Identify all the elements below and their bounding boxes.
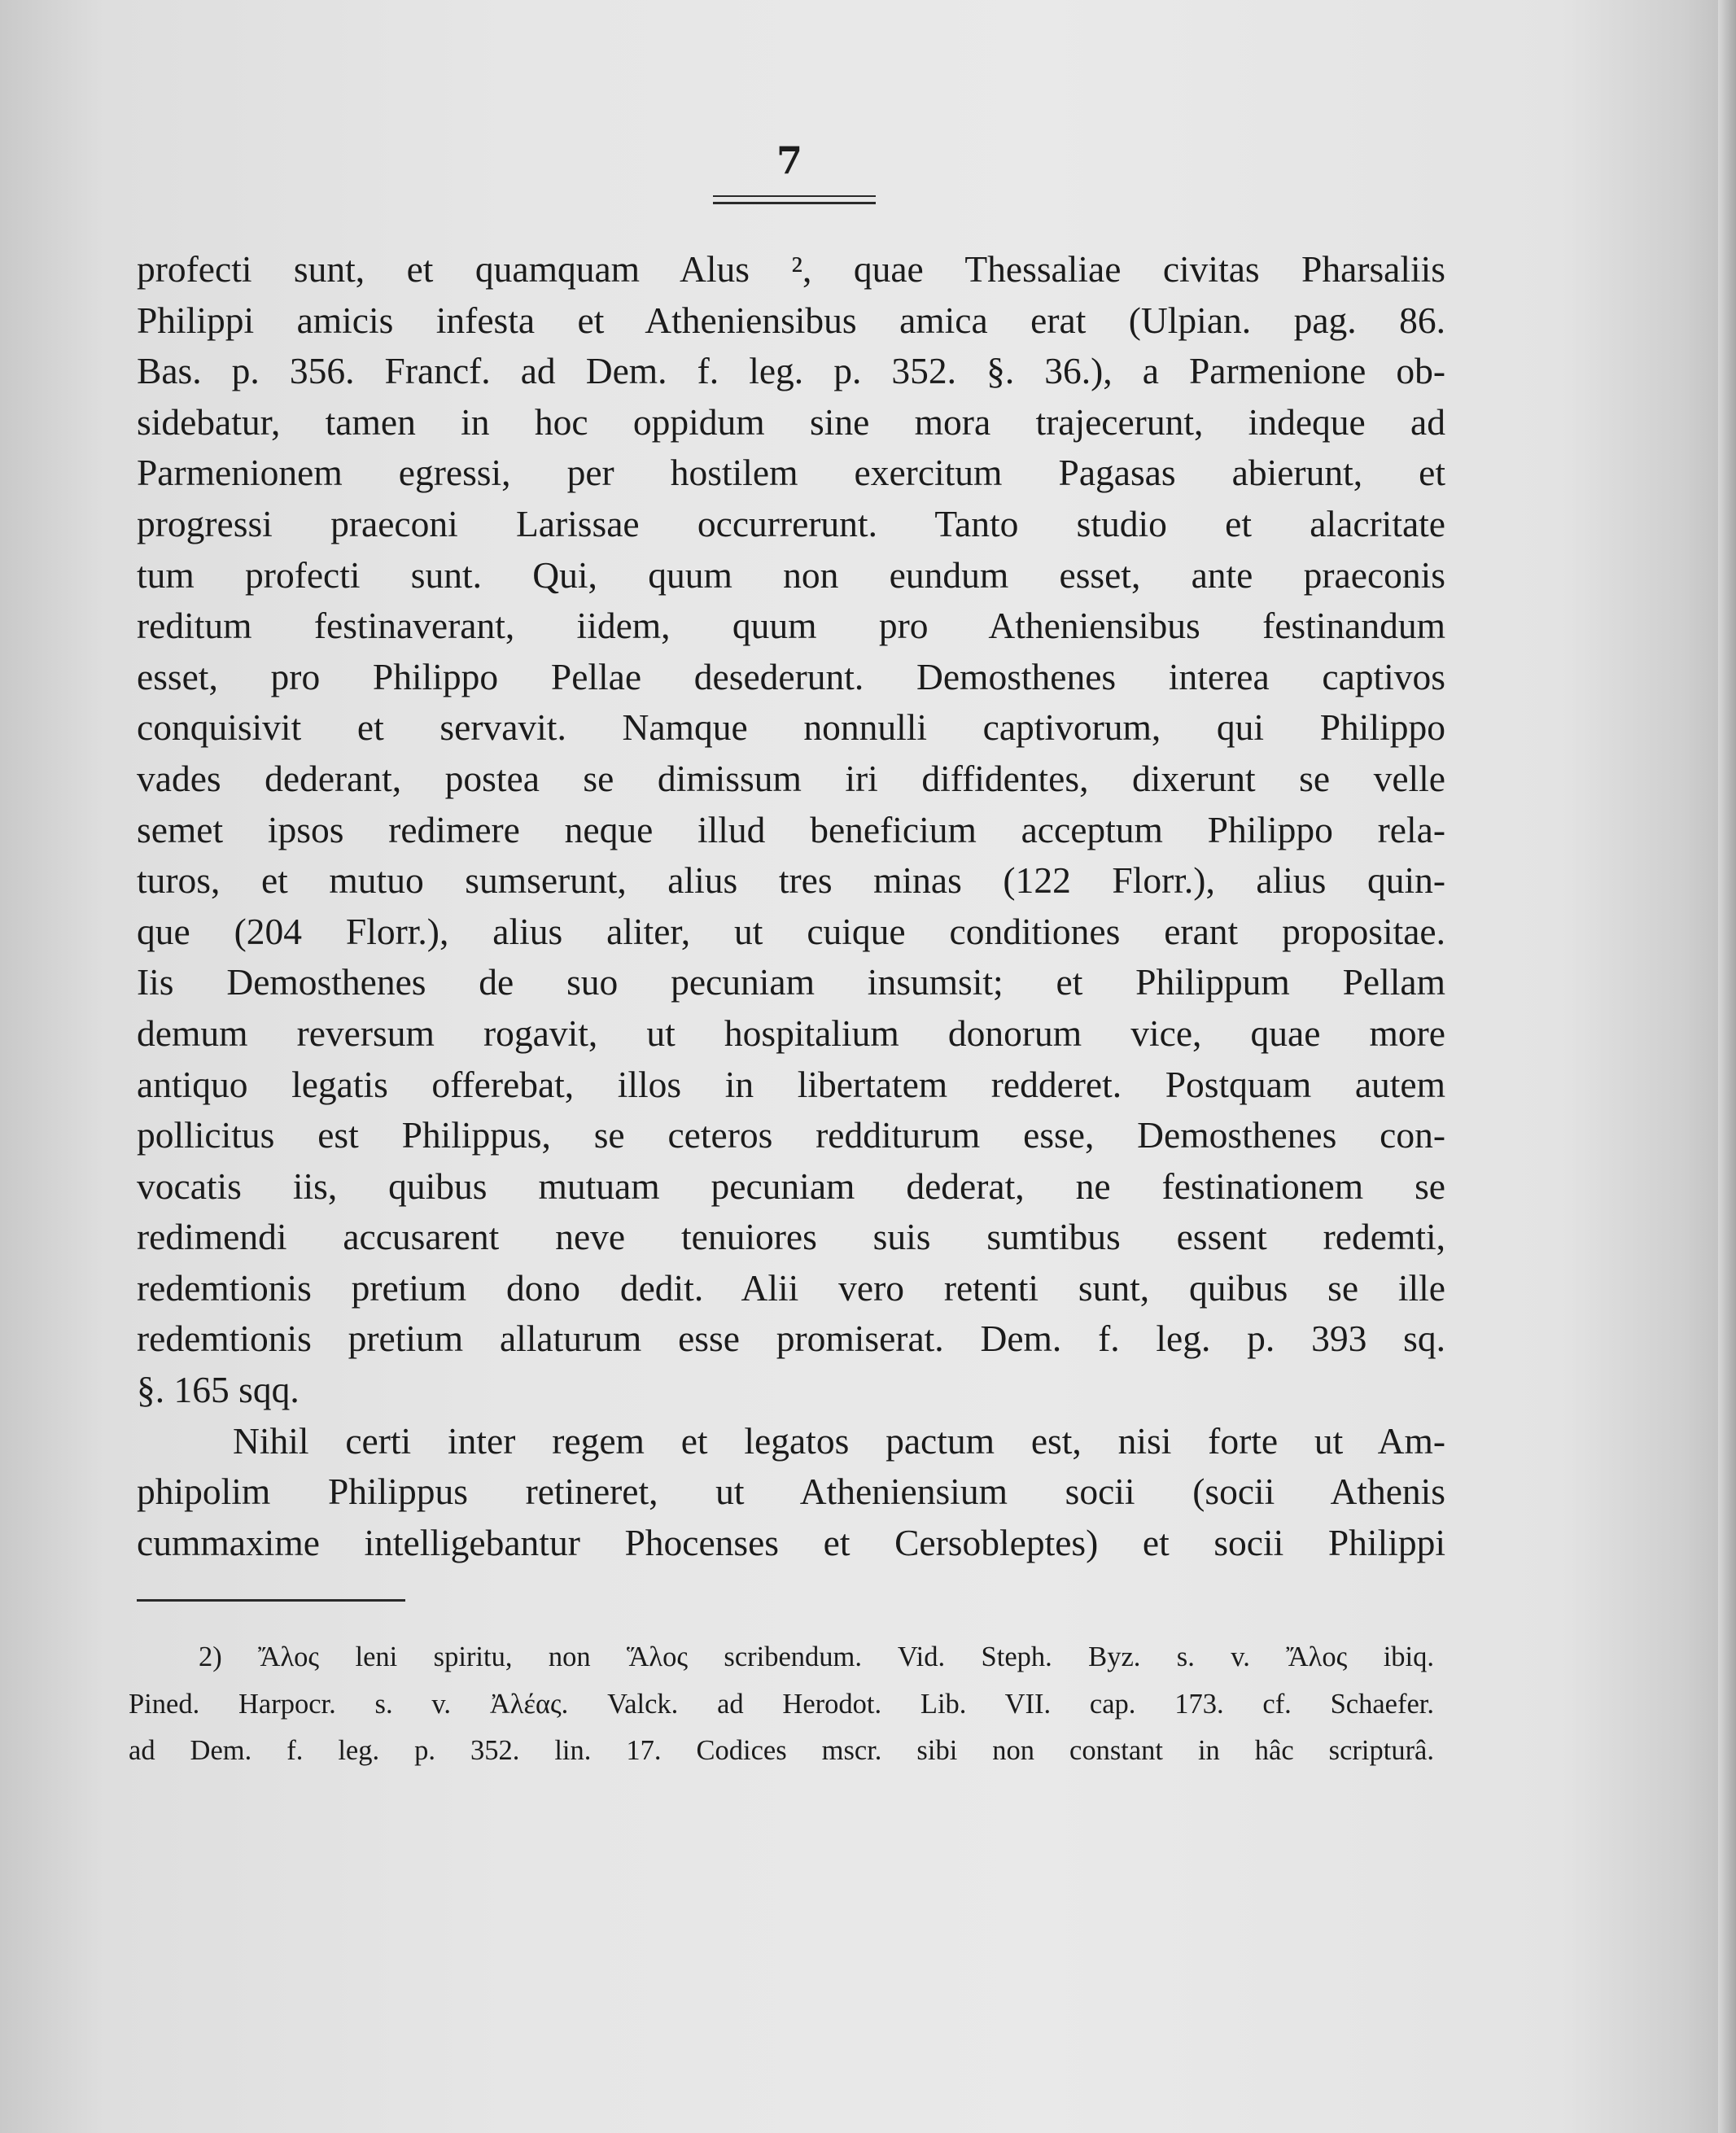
text-line: esset, pro Philippo Pellae desederunt. Demosthenes interea captivos: [137, 655, 1445, 697]
text-line: Parmenionem egressi, per hostilem exercitum Pagasas abierunt, et: [137, 452, 1445, 494]
text-line: redemtionis pretium allaturum esse promiserat. Dem. f. leg. p. 393 sq.: [137, 1318, 1445, 1360]
text-line: progressi praeconi Larissae occurrerunt. Tanto studio et alacritate: [137, 502, 1445, 544]
text-line: vades dederant, postea se dimissum iri diffidentes, dixerunt se velle: [137, 757, 1445, 799]
text-line: tum profecti sunt. Qui, quum non eundum esset, ante praeconis: [137, 553, 1445, 596]
text-line: antiquo legatis offerebat, illos in libertatem redderet. Postquam autem: [137, 1063, 1445, 1105]
text-line: reditum festinaverant, iidem, quum pro Atheniensibus festinandum: [137, 605, 1445, 647]
text-line: profecti sunt, et quamquam Alus ², quae Thessaliae civitas Pharsaliis: [137, 248, 1445, 290]
text-line: pollicitus est Philippus, se ceteros redditurum esse, Demosthenes con-: [137, 1114, 1445, 1156]
footnote-line: Pined. Harpocr. s. v. Ἀλέας. Valck. ad Herodot. Lib. VII. cap. 173. cf. Schaefer.: [129, 1688, 1434, 1720]
text-line: demum reversum rogavit, ut hospitalium donorum vice, quae more: [137, 1012, 1445, 1054]
text-line: turos, et mutuo sumserunt, alius tres minas (122 Florr.), alius quin-: [137, 859, 1445, 902]
page-number: 7: [776, 138, 802, 182]
page-edge-shadow: [1718, 0, 1736, 2133]
footnote-line: 2) Ἄλος leni spiritu, non Ἅλος scribendum. Vid. Steph. Byz. s. v. Ἄλος ibiq.: [199, 1641, 1434, 1672]
text-line: semet ipsos redimere neque illud beneficium acceptum Philippo rela-: [137, 808, 1445, 850]
text-line: vocatis iis, quibus mutuam pecuniam dederat, ne festinationem se: [137, 1165, 1445, 1207]
text-line: §. 165 sqq.: [137, 1369, 300, 1411]
header-rule: [713, 195, 876, 204]
text-line: Iis Demosthenes de suo pecuniam insumsit; et Philippum Pellam: [137, 961, 1445, 1003]
text-line: sidebatur, tamen in hoc oppidum sine mora trajecerunt, indeque ad: [137, 400, 1445, 443]
text-line: Philippi amicis infesta et Atheniensibus amica erat (Ulpian. pag. 86.: [137, 299, 1445, 341]
main-text: [137, 244, 1445, 1568]
text-line: Bas. p. 356. Francf. ad Dem. f. leg. p. 352. §. 36.), a Parmenione ob-: [137, 350, 1445, 392]
text-line: redimendi accusarent neve tenuiores suis sumtibus essent redemti,: [137, 1216, 1445, 1258]
text-line: Nihil certi inter regem et legatos pactum est, nisi forte ut Am-: [233, 1419, 1445, 1462]
footnote-line: ad Dem. f. leg. p. 352. lin. 17. Codices mscr. sibi non constant in hâc scripturâ.: [129, 1735, 1434, 1766]
text-line: que (204 Florr.), alius aliter, ut cuique conditiones erant propositae.: [137, 910, 1445, 952]
text-line: phipolim Philippus retineret, ut Atheniensium socii (socii Athenis: [137, 1471, 1445, 1513]
text-line: redemtionis pretium dono dedit. Alii vero retenti sunt, quibus se ille: [137, 1266, 1445, 1309]
footnote-rule: [137, 1599, 405, 1602]
text-line: conquisivit et servavit. Namque nonnulli captivorum, qui Philippo: [137, 706, 1445, 749]
text-line: cummaxime intelligebantur Phocenses et Cersobleptes) et socii Philippi: [137, 1521, 1445, 1563]
footnote: [129, 1634, 1434, 1775]
